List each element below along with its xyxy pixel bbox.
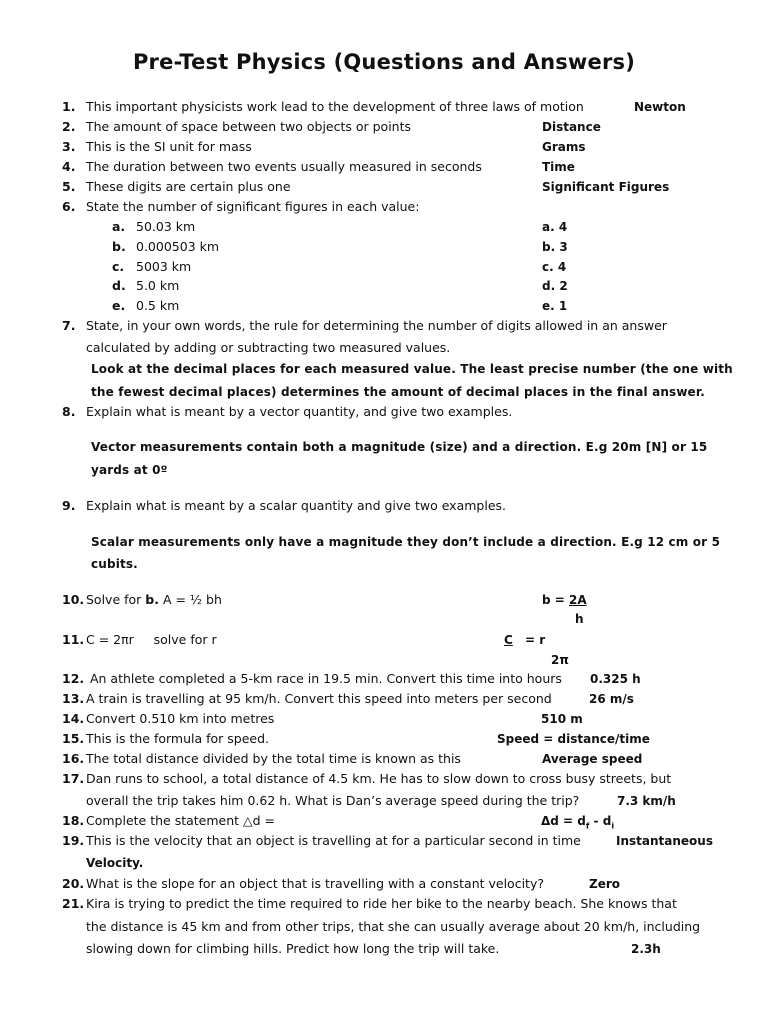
sub-value: 50.03 km — [136, 219, 196, 234]
sub-value: 0.000503 km — [136, 239, 220, 254]
question-number: 21. — [62, 896, 85, 911]
question-number: 19. — [62, 833, 85, 848]
sub-item-c — [0, 257, 768, 277]
question-3 — [0, 137, 768, 157]
question-text: This important physicists work lead to the development of three laws of motion — [86, 99, 584, 114]
answer-denominator: 2π — [551, 653, 569, 667]
question-number: 1. — [62, 99, 76, 114]
answer: cubits. — [91, 557, 138, 571]
question-number: 10. — [62, 592, 85, 607]
question-number: 4. — [62, 159, 76, 174]
question-18 — [0, 811, 768, 831]
question-17 — [0, 769, 768, 789]
question-text: Convert 0.510 km into metres — [86, 711, 275, 726]
answer-7-line-1 — [0, 359, 768, 379]
answer: Instantaneous — [616, 834, 713, 848]
answer-11-denominator — [0, 650, 768, 670]
answer: Vector measurements contain both a magnitude (size) and a direction. E.g 20m [N] or 15 — [91, 440, 708, 454]
answer: b. 3 — [542, 240, 568, 254]
sub-value: 5003 km — [136, 259, 192, 274]
question-21 — [0, 894, 768, 914]
answer: Distance — [542, 120, 601, 134]
question-11 — [0, 630, 768, 650]
question-text: The amount of space between two objects or points — [86, 119, 412, 134]
question-9 — [0, 496, 768, 516]
question-text: This is the SI unit for mass — [86, 139, 252, 154]
answer-9-line-2 — [0, 554, 768, 574]
question-4 — [0, 157, 768, 177]
question-text: Dan runs to school, a total distance of 4.5 km. He has to slow down to cross busy streets, but — [86, 771, 672, 786]
sub-label: c. — [112, 259, 125, 274]
question-number: 7. — [62, 318, 76, 333]
question-19 — [0, 831, 768, 851]
answer: yards at 0º — [91, 463, 168, 477]
answer-8-line-1 — [0, 437, 768, 457]
question-7 — [0, 316, 768, 336]
question-7-cont — [0, 338, 768, 358]
question-text: A train is travelling at 95 km/h. Convert this speed into meters per second — [86, 691, 552, 706]
question-number: 6. — [62, 199, 76, 214]
question-number: 18. — [62, 813, 85, 828]
answer: $\Delta d = d_f - d_i$ — [541, 814, 615, 831]
question-text: C = 2πr solve for r — [86, 632, 217, 647]
answer: e. 1 — [542, 299, 568, 313]
answer: 510 m — [541, 712, 583, 726]
question-text: This is the formula for speed. — [86, 731, 270, 746]
answer-denominator: h — [575, 612, 584, 626]
sub-item-d — [0, 276, 768, 296]
question-text: overall the trip takes him 0.62 h. What is Dan’s average speed during the trip? — [86, 793, 580, 808]
question-12 — [0, 669, 768, 689]
sub-item-e — [0, 296, 768, 316]
answer: 2.3h — [631, 942, 661, 956]
answer: 0.325 h — [590, 672, 641, 686]
question-text: These digits are certain plus one — [86, 179, 291, 194]
question-number: 20. — [62, 876, 85, 891]
question-text: the distance is 45 km and from other trips, that she can usually average about 20 km/h, including — [86, 919, 701, 934]
sub-item-b — [0, 237, 768, 257]
question-text: Complete the statement △d = — [86, 813, 276, 828]
sub-item-a — [0, 217, 768, 237]
question-1 — [0, 97, 768, 117]
question-15 — [0, 729, 768, 749]
question-number: 16. — [62, 751, 85, 766]
question-16 — [0, 749, 768, 769]
answer: Significant Figures — [542, 180, 670, 194]
answer: 7.3 km/h — [617, 794, 676, 808]
sub-label: b. — [112, 239, 126, 254]
sub-label: e. — [112, 298, 126, 313]
answer: Speed = distance/time — [497, 732, 650, 746]
answer-9-line-1 — [0, 532, 768, 552]
answer-8-line-2 — [0, 460, 768, 480]
question-text: State, in your own words, the rule for determining the number of digits allowed in an answer — [86, 318, 667, 333]
question-number: 3. — [62, 139, 76, 154]
answer: 26 m/s — [589, 692, 634, 706]
answer: Time — [542, 160, 575, 174]
sub-label: d. — [112, 278, 126, 293]
question-text: What is the slope for an object that is travelling with a constant velocity? — [86, 876, 544, 891]
question-14 — [0, 709, 768, 729]
sub-value: 5.0 km — [136, 278, 180, 293]
question-number: 11. — [62, 632, 85, 647]
question-5 — [0, 177, 768, 197]
answer: C = r — [504, 633, 546, 647]
answer: Newton — [634, 100, 686, 114]
answer: the fewest decimal places) determines the amount of decimal places in the final answer. — [91, 385, 705, 399]
question-text: The total distance divided by the total time is known as this — [86, 751, 461, 766]
question-2 — [0, 117, 768, 137]
question-21-cont-2 — [0, 939, 768, 959]
answer-7-line-2 — [0, 382, 768, 402]
question-21-cont-1 — [0, 917, 768, 937]
question-number: 15. — [62, 731, 85, 746]
question-text: Explain what is meant by a vector quantity, and give two examples. — [86, 404, 513, 419]
question-10 — [0, 590, 768, 610]
answer: a. 4 — [542, 220, 568, 234]
answer: b = 2A — [542, 593, 587, 607]
answer: Look at the decimal places for each measured value. The least precise number (the one with — [91, 362, 733, 376]
question-number: 8. — [62, 404, 76, 419]
question-text: slowing down for climbing hills. Predict how long the trip will take. — [86, 941, 500, 956]
question-20 — [0, 874, 768, 894]
answer: Grams — [542, 140, 586, 154]
answer: d. 2 — [542, 279, 568, 293]
sub-label: a. — [112, 219, 126, 234]
question-13 — [0, 689, 768, 709]
question-text: An athlete completed a 5-km race in 19.5 min. Convert this time into hours — [86, 671, 562, 686]
question-text: State the number of significant figures in each value: — [86, 199, 420, 214]
question-number: 9. — [62, 498, 76, 513]
question-number: 17. — [62, 771, 85, 786]
answer: Zero — [589, 877, 621, 891]
question-text: Solve for b. A = ½ bh — [86, 592, 222, 607]
question-text: Kira is trying to predict the time required to ride her bike to the nearby beach. She knows that — [86, 896, 677, 911]
question-number: 5. — [62, 179, 76, 194]
question-number: 14. — [62, 711, 85, 726]
question-8 — [0, 402, 768, 422]
answer: Velocity. — [86, 856, 144, 870]
answer: Scalar measurements only have a magnitude they don’t include a direction. E.g 12 cm or 5 — [91, 535, 721, 549]
answer-10-denominator — [0, 609, 768, 629]
question-text: calculated by adding or subtracting two measured values. — [86, 340, 451, 355]
page-title: Pre-Test Physics (Questions and Answers) — [132, 50, 636, 74]
question-number: 12. — [62, 671, 85, 686]
question-6 — [0, 197, 768, 217]
question-17-cont — [0, 791, 768, 811]
question-number: 2. — [62, 119, 76, 134]
question-number: 13. — [62, 691, 85, 706]
answer-19-cont — [0, 853, 768, 873]
answer: Average speed — [542, 752, 643, 766]
sub-value: 0.5 km — [136, 298, 180, 313]
question-text: This is the velocity that an object is travelling at for a particular second in time — [86, 833, 581, 848]
answer: c. 4 — [542, 260, 567, 274]
question-text: Explain what is meant by a scalar quantity and give two examples. — [86, 498, 507, 513]
question-text: The duration between two events usually measured in seconds — [86, 159, 482, 174]
